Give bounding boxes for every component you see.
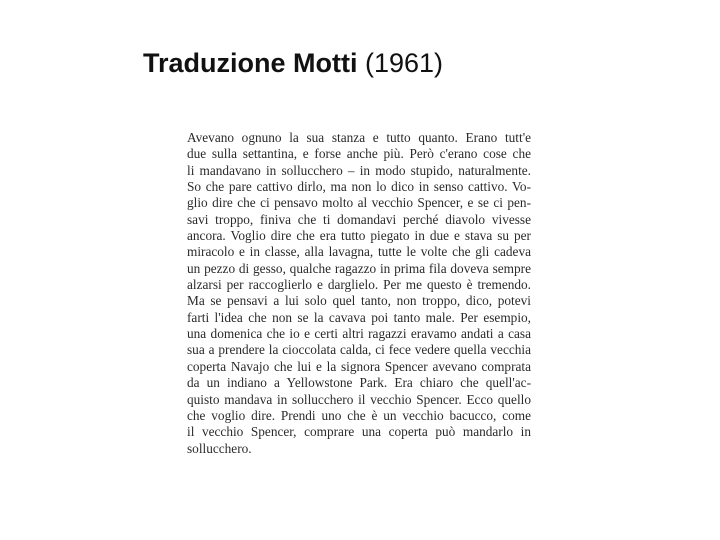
slide-title (143, 48, 443, 79)
excerpt-line: quisto mandava in sollucchero il vecchio Spencer. Ecco quello (187, 391, 531, 407)
excerpt-line: ancora. Voglio dire che era tutto piegato in due e stava su per (187, 228, 531, 244)
excerpt-line: il vecchio Spencer, comprare una coperta può mandarlo in (187, 424, 531, 440)
scanned-book-excerpt (181, 130, 537, 457)
title-year: (1961) (365, 48, 444, 78)
excerpt-line: un pezzo di gesso, qualche ragazzo in prima fila doveva sempre (187, 260, 531, 276)
excerpt-line: che voglio dire. Prendi uno che è un vecchio bacucco, come (187, 407, 531, 423)
excerpt-line: miracolo e in classe, alla lavagna, tutte le volte che gli cadeva (187, 244, 531, 260)
excerpt-line: alzarsi per raccoglierlo e darglielo. Per me questo è tremendo. (187, 277, 531, 293)
excerpt-line: Ma se pensavi a lui solo quel tanto, non troppo, dico, potevi (187, 293, 531, 309)
excerpt-line: glio dire che ci pensavo molto al vecchio Spencer, e se ci pen- (187, 195, 531, 211)
excerpt-line: sollucchero. (187, 440, 252, 456)
excerpt-line: due sulla settantina, e forse anche più. Però c'erano cose che (187, 146, 531, 162)
excerpt-line: li mandavano in sollucchero – in modo stupido, naturalmente. (187, 162, 531, 178)
excerpt-line: Avevano ognuno la sua stanza e tutto quanto. Erano tutt'e (187, 130, 531, 145)
excerpt-line: sua a prendere la cioccolata calda, ci fece vedere quella vecchia (187, 342, 531, 358)
title-main: Traduzione Motti (143, 48, 358, 78)
excerpt-line: coperta Navajo che lui e la signora Spencer avevano comprata (187, 358, 531, 374)
excerpt-line: farti l'idea che non se la cavava poi tanto male. Per esempio, (187, 309, 531, 325)
excerpt-line: savi troppo, finiva che ti domandavi perché diavolo vivesse (187, 211, 531, 227)
excerpt-line: una domenica che io e certi altri ragazzi eravamo andati a casa (187, 326, 531, 342)
excerpt-line: da un indiano a Yellowstone Park. Era chiaro che quell'ac- (187, 375, 531, 391)
excerpt-line: So che pare cattivo dirlo, ma non lo dico in senso cattivo. Vo- (187, 179, 531, 195)
